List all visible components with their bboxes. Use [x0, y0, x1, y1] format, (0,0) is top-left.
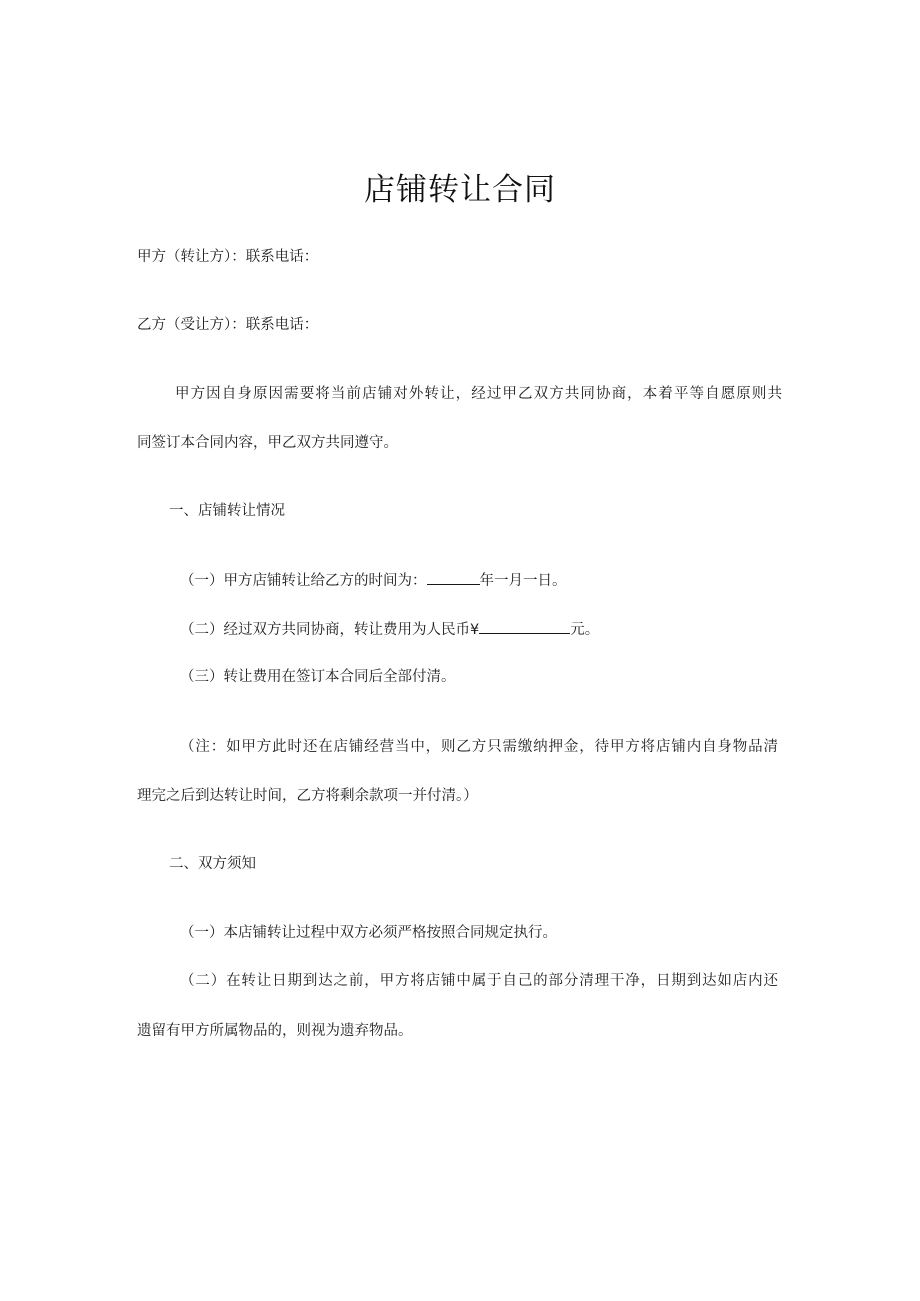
transfer-fee-amount-blank[interactable] — [479, 619, 570, 634]
section-1-item-3: （三）转让费用在签订本合同后全部付清。 — [180, 669, 456, 685]
intro-paragraph-line-1: 甲方因自身原因需要将当前店铺对外转让，经过甲乙双方共同协商，本着平等自愿原则共 — [175, 386, 782, 402]
section-1-item-1-prefix: （一）甲方店铺转让给乙方的时间为： — [180, 573, 427, 589]
transfer-date-year-blank[interactable] — [427, 570, 480, 585]
party-b-line: 乙方（受让方）：联系电话： — [137, 317, 319, 333]
section-2-item-2-line-1: （二）在转让日期到达之前，甲方将店铺中属于自己的部分清理干净，日期到达如店内还 — [180, 973, 778, 989]
section-1-item-2 — [180, 619, 599, 640]
section-1-item-2-prefix: （二）经过双方共同协商，转让费用为人民币¥ — [180, 622, 480, 638]
section-1-item-1 — [180, 570, 567, 591]
section-1-note-line-1: （注：如甲方此时还在店铺经营当中，则乙方只需缴纳押金，待甲方将店铺内自身物品清 — [180, 739, 778, 755]
section-1-item-1-suffix: 年一月一日。 — [479, 573, 567, 589]
section-2-item-2-line-2: 遗留有甲方所属物品的，则视为遗弃物品。 — [137, 1023, 413, 1039]
document-title: 店铺转让合同 — [364, 172, 556, 208]
section-1-item-2-suffix: 元。 — [570, 622, 600, 638]
section-1-note-line-2: 理完之后到达转让时间，乙方将剩余款项一并付清。） — [137, 788, 478, 804]
section-1-heading: 一、店铺转让情况 — [169, 503, 285, 519]
section-2-heading: 二、双方须知 — [169, 856, 256, 872]
intro-paragraph-line-2: 同签订本合同内容，甲乙双方共同遵守。 — [137, 435, 398, 451]
section-2-item-1: （一）本店铺转让过程中双方必须严格按照合同规定执行。 — [180, 925, 557, 941]
party-a-line: 甲方（转让方）：联系电话： — [137, 249, 319, 265]
